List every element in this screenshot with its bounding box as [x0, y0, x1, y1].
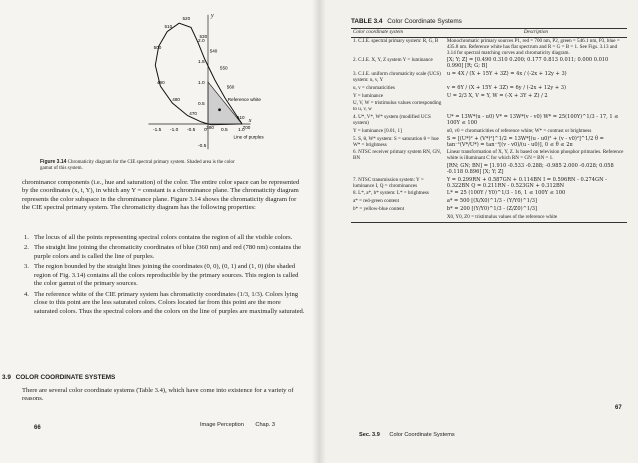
wavelength-label: 500 [153, 45, 162, 51]
intro-paragraph: chrominance components (i.e., hue and saturation) of the color. The entire color space can be represented by the coordinates (x, t, Y), in which any Y = constant is a chrominance plane. The chromaticity diagram represents the color subspace in the chrominance plane. Figure 3.14 shows the chromaticity diagram for the CIE spectral primary system. The chromaticity diagram has the following properties: [22, 179, 300, 212]
y-tick-label: 1.5 [198, 60, 205, 65]
table-title: TABLE 3.4 Color Coordinate Systems [351, 18, 462, 25]
y-tick-label: 2.0 [198, 39, 205, 44]
x-tick-label: 1.0 [238, 128, 245, 133]
page-number-left: 66 [34, 425, 41, 431]
x-tick-label: 0.5 [221, 128, 228, 133]
section-paragraph: There are several color coordinate systems (Table 3.4), which have come into existence for a variety of reasons. [22, 387, 294, 403]
book-gutter-shadow [312, 0, 326, 463]
table-row: b* = yellow-blue content b* = 200 [(Y/Y0)^1/3 - (Z/Z0)^1/3] [353, 206, 538, 213]
table-row: X0, Y0, Z0 = tristimulus values of the reference white [351, 214, 627, 222]
column-header-description: Description [445, 29, 627, 37]
table-row: 7. NTSC transmission system: Y = luminance I, Q = chrominances Y = 0.299RN + 0.587GN + 0.114BN I = 0.596RN - 0.274GN - 0.322BN Q = 0.211RN - 0.523GN + 0.312BN [353, 176, 607, 189]
section-number: 3.9 [2, 374, 11, 381]
line-of-purples-label: Line of purples [233, 134, 264, 140]
table-row: 4. U*, V*, W* system (modified UCS system) U* = 13W*(u - u0) V* = 13W*(v - v0) W* = 25(100Y)^1/3 - 17, 1 ≤ 100Y ≤ 100 [353, 114, 619, 126]
wavelength-label: 480 [172, 96, 180, 102]
chromaticity-diagram [38, 6, 308, 156]
y-tick-label: 0.5 [198, 102, 205, 107]
wavelength-label: 530 [199, 33, 208, 39]
table-row: U, V, W = tristimulus values corresponding to u, v, w [353, 100, 442, 113]
table-row: a* = red-green content a* = 500 [(X/X0)^1/3 - (Y/Y0)^1/3] [353, 198, 537, 205]
footer-running-title: Image Perception Chap. 3 [200, 422, 275, 428]
x-tick-label: -1.5 [153, 128, 162, 133]
table-row: [RN; GN; BN] = [1.910 -0.533 -0.288; -0.985 2.000 -0.028; 0.058 -0.118 0.896] [X; Y; Z] [446, 163, 614, 175]
x-tick-label: -0.5 [187, 128, 196, 133]
wavelength-label: 510 [164, 24, 173, 30]
list-item: 2. The straight line joining the chromaticity coordinates of blue (360 nm) and red (780 nm) contains the purple colors and is called the line of purples. [24, 244, 301, 260]
list-item: 1. The locus of all the points representing spectral colors contains the region of all the visible colors. [24, 234, 293, 241]
list-item: 4. The reference white of the CIE primary system has chromaticity coordinates (1/3, 1/3). Colors lying close to this point are the less saturated colors. Colors located far from this point are the more saturated colors. Thus the spectral colors and the colors on the line of purples are maximally saturated. [24, 290, 305, 315]
x-axis-label: x [248, 118, 252, 124]
color-coordinate-table [351, 28, 627, 223]
wavelength-label: 470 [189, 110, 197, 116]
table-row: 6. NTSC receiver primary system RN, GN, BN Linear transformation of X, Y, Z. Is based on television phosphor primaries. Reference white is illuminant C for which RN = GN = BN = 1. [353, 149, 624, 162]
table-row: 5. S, θ, W* system: S = saturation θ = hue W* = brightness S = [(U*)² + (V*)²]^1/2 = 13W*[(u - u0)² + (v - v0)²]^1/2 θ = tan⁻¹(V*/U*) = tan⁻¹[(v - v0)/(u - u0)], 0 ≤ θ ≤ 2π [353, 135, 604, 148]
figure-caption-text: Chromaticity diagram for the CIE spectral primary system. Shaded area is the color gamut of this system. [40, 160, 235, 171]
page-number-right: 67 [615, 405, 622, 411]
column-header-system: Color coordinate system [351, 29, 445, 37]
table-row: 1. C.I.E. spectral primary system: R, G, B Monochromatic primary sources P1, red = 700 nm, P2, green = 546.1 nm, P3, blue = 435.8 nm. Reference white has flat spectrum and R = G = B = 1. See Figs. 3.13 and 3.14 for spectral matching curves and chromaticity diagram. [353, 37, 620, 56]
reference-white-label: Reference white [227, 96, 261, 102]
table-row: 8. L*, a*, b* system: L* = brightness L* = 25 (100Y / Y0)^1/3 - 16, 1 ≤ 100Y ≤ 100 [353, 190, 566, 197]
footer-section-reference: Sec. 3.9 Color Coordinate Systems [359, 432, 455, 438]
properties-list [24, 234, 305, 318]
wavelength-label: 700 [242, 125, 251, 131]
table-row: u, v = chromaticities v = 6Y / (X + 15Y + 3Z) = 6y / (-2x + 12y + 3) [353, 84, 567, 91]
wavelength-label: 520 [182, 15, 191, 21]
table-row: Y = luminance [0.01, 1] u0, v0 = chromaticities of reference white; W* = contrast or brightness [353, 127, 592, 134]
table-row: Y = luminance U = 2/3 X, V = Y, W = (-X + 3Y + Z) / 2 [353, 92, 548, 99]
wavelength-label: 550 [219, 65, 228, 71]
table-header-row [351, 29, 627, 37]
wavelength-label: 560 [226, 84, 235, 90]
x-tick-label: 0 [204, 128, 207, 133]
table-row: 3. C.I.E. uniform chromaticity scale (UCS) system: u, v, Y u = 4X / (X + 15Y + 3Z) = 4x / (-2x + 12y + 3) [353, 71, 567, 83]
wavelength-label: 610 [236, 114, 245, 120]
figure-caption [40, 160, 240, 171]
figure-caption-label: Figure 3.14 [40, 159, 67, 165]
section-title: COLOR COORDINATE SYSTEMS [15, 374, 116, 381]
y-axis-label: y [211, 12, 214, 19]
section-heading [2, 374, 115, 381]
right-page [319, 0, 638, 463]
y-tick-label: 1.0 [198, 81, 205, 86]
wavelength-label: 490 [157, 80, 165, 86]
table-row: 2. C.I.E. X, Y, Z system Y = luminance [X; Y; Z] = [0.490 0.310 0.200; 0.177 0.813 0.011; 0.000 0.010 0.990] [R; G; B] [353, 57, 609, 70]
reference-white-point [218, 108, 221, 111]
list-item: 3. The region bounded by the straight lines joining the coordinates (0, 0), (0, 1) and (1, 0) (the shaded region of Fig. 3.14) contains all the colors reproducible by the primary sources. This region is called the color gamut of the primary sources. [24, 263, 299, 288]
wavelength-label: 540 [209, 48, 218, 54]
x-tick-label: -1.0 [170, 128, 179, 133]
y-tick-label: -0.5 [198, 144, 207, 149]
wavelength-label: 380 [206, 125, 214, 131]
